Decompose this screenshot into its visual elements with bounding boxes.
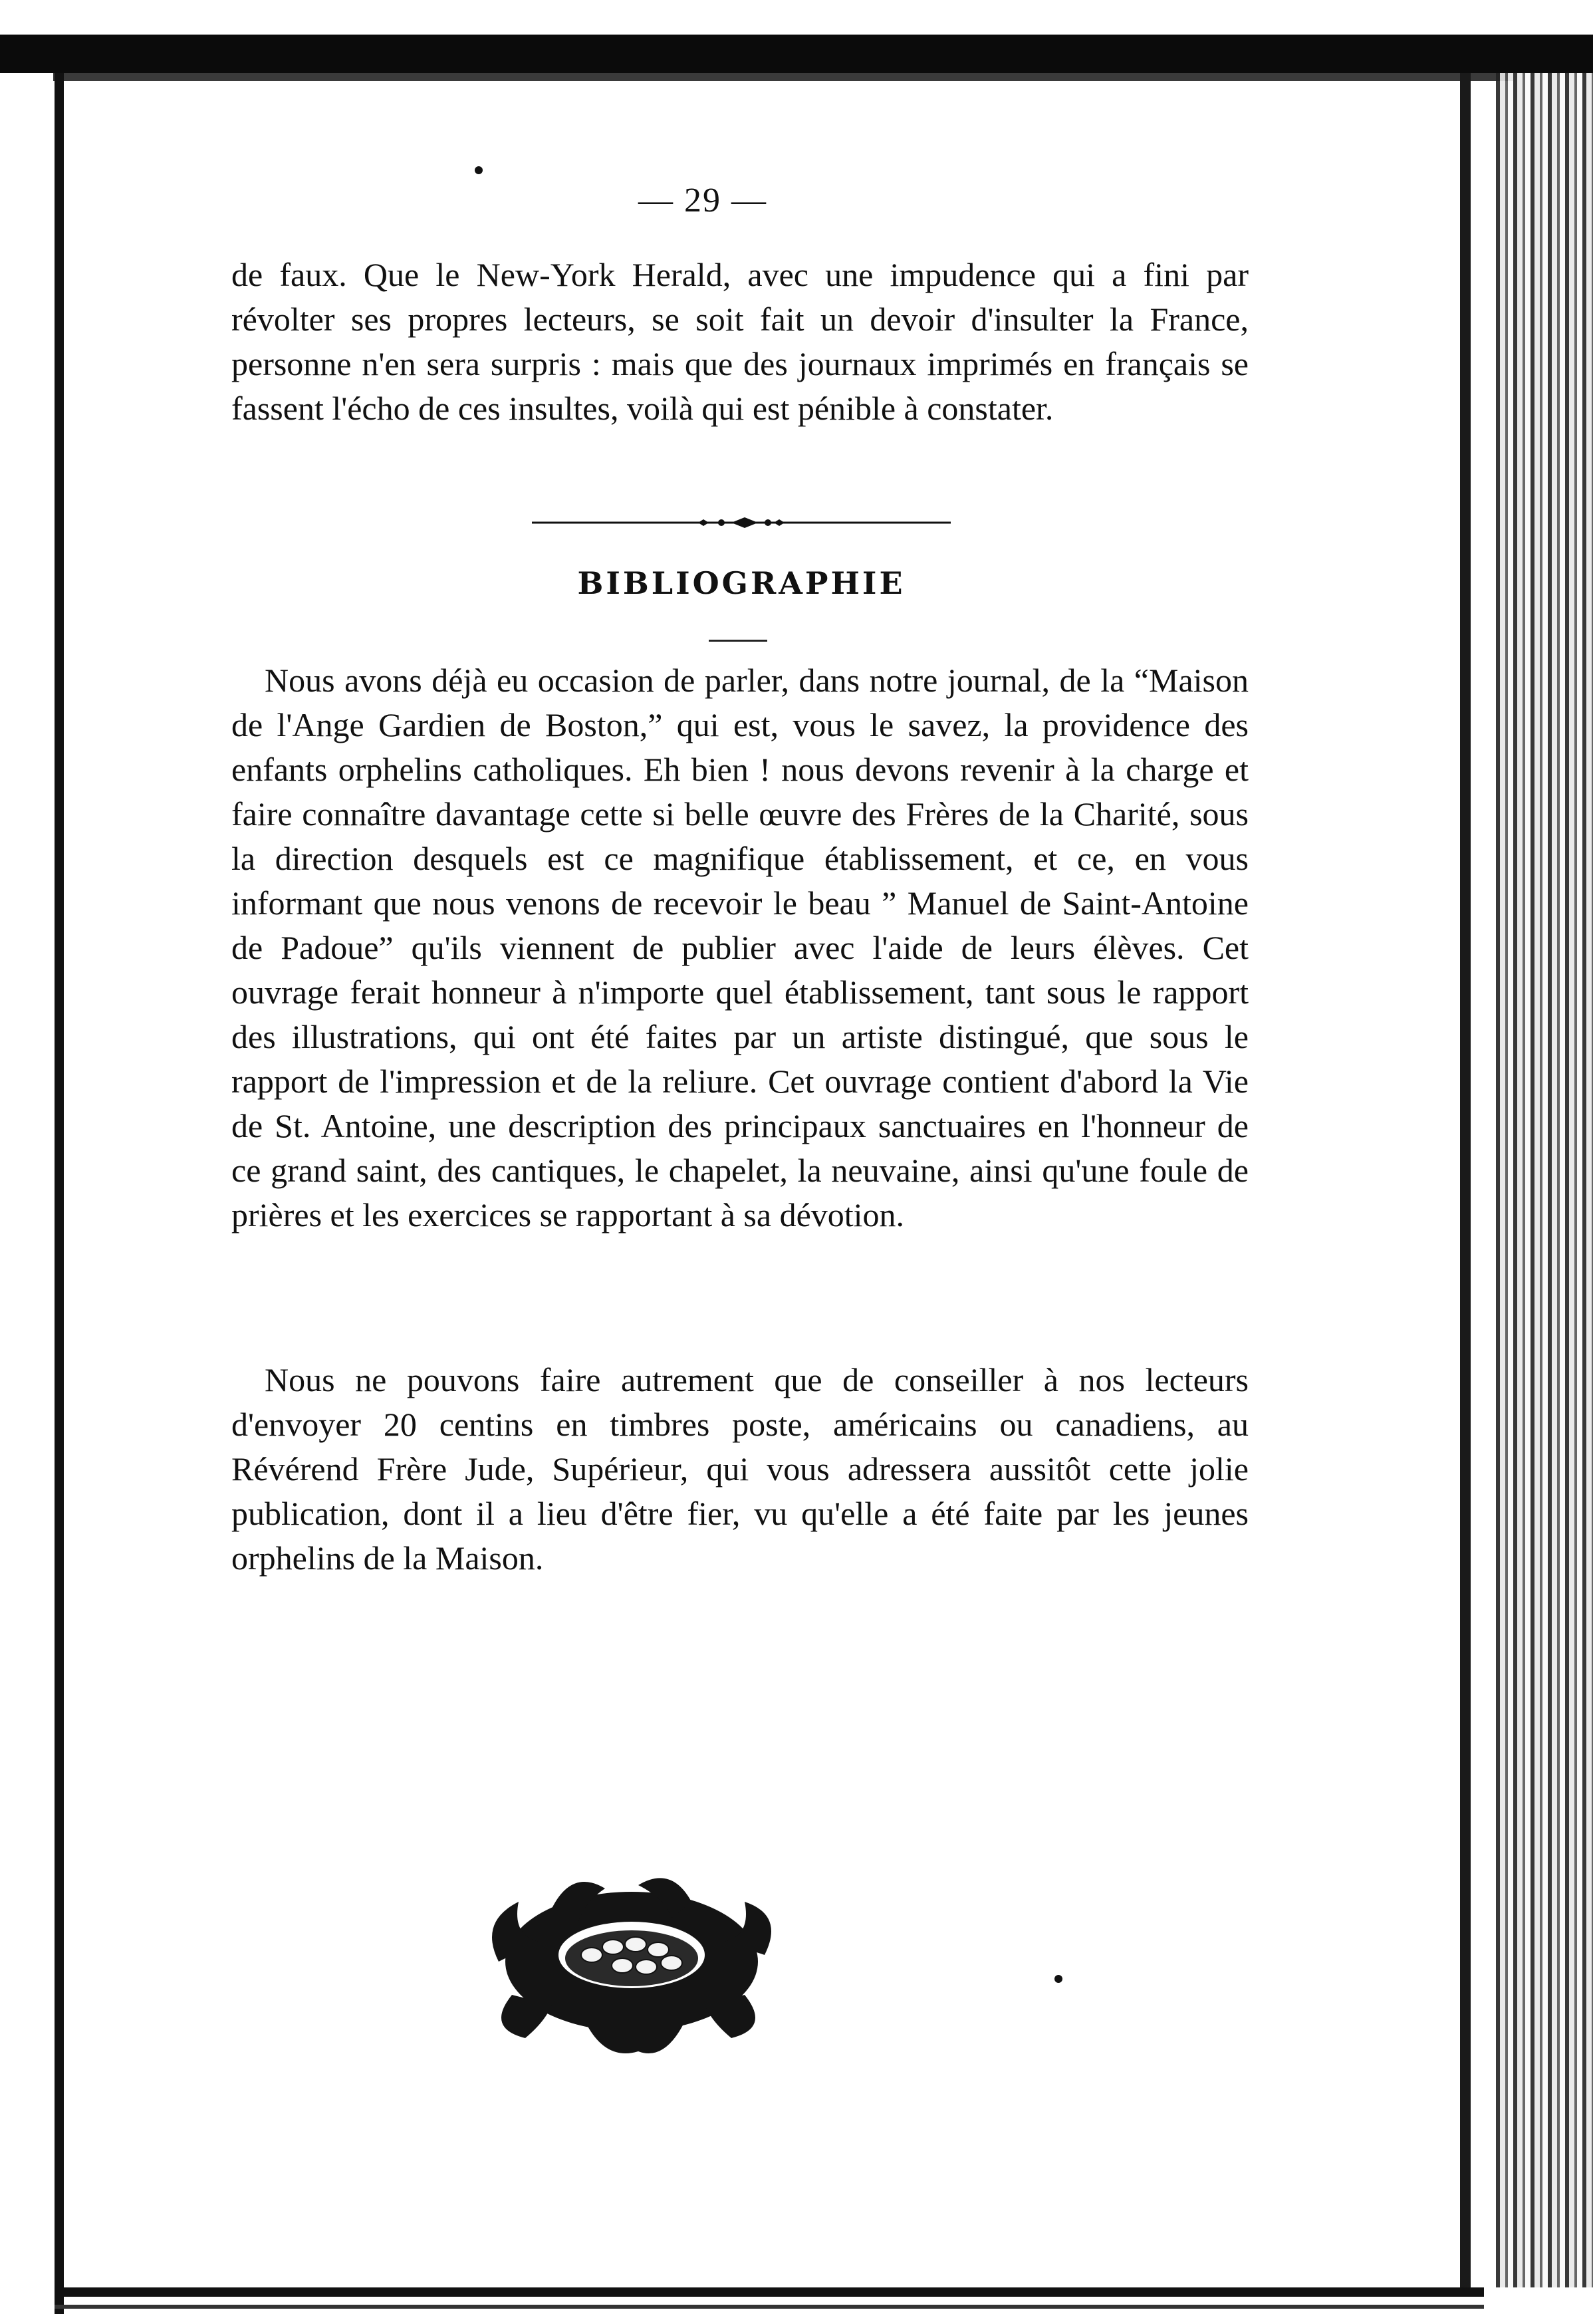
scan-border-bottom bbox=[55, 2287, 1484, 2297]
speck bbox=[475, 166, 483, 174]
paragraph-intro: de faux. Que le New-York Herald, avec une impudence qui a fini par révolter ses propres lecteurs, se soit fait un devoir d'insulter la France, personne n'en sera surpris : mais que des journaux imprimés en français se fassent l'écho de ces insultes, voilà qui est pénible à constater. bbox=[231, 256, 1249, 427]
scan-border-top bbox=[0, 35, 1593, 73]
bird-nest-vignette bbox=[472, 1862, 791, 2061]
scan-border-right bbox=[1460, 73, 1471, 2287]
scan-border-top-inner bbox=[53, 73, 1513, 81]
paragraph-bibliography: Nous avons déjà eu occasion de parler, dans notre journal, de la “Maison de l'Ange Gardien de Boston,” qui est, vous le savez, la providence des enfants orphelins catholiques. Eh bien ! nous devons revenir à la charge et faire connaître davantage cette si belle œuvre des Frères de la Charité, sous la direction desquels est ce magnifique établissement, et ce, en vous informant que nous venons de recevoir le beau ” Manuel de Saint-Antoine de Padoue” qu'ils viennent de publier avec l'aide de leurs élèves. Cet ouvrage ferait honneur à n'importe quel établissement, tant sous le rapport des illustrations, qui ont été faites par un artiste distingué, que sous le rapport de l'impression et de la reliure. Cet ouvrage contient d'abord la Vie de St. Antoine, une description des principaux sanctuaires en l'honneur de ce grand saint, des cantiques, le chapelet, la neuvaine, ainsi qu'une foule de prières et les exercices se rapportant à sa dévotion. bbox=[231, 662, 1249, 1233]
scan-border-bottom-inner bbox=[55, 2305, 1484, 2309]
ornamental-divider bbox=[532, 515, 951, 530]
section-heading: BIBLIOGRAPHIE bbox=[577, 565, 906, 601]
heading-rule bbox=[709, 640, 767, 642]
scan-border-left bbox=[55, 73, 64, 2314]
page-edge-stack bbox=[1496, 73, 1593, 2287]
page-number: — 29 — bbox=[638, 182, 767, 219]
speck bbox=[1054, 1975, 1062, 1983]
paragraph-advice: Nous ne pouvons faire autrement que de conseiller à nos lecteurs d'envoyer 20 centins en timbres poste, américains ou canadiens, au Révérend Frère Jude, Supérieur, qui vous adressera aussitôt cette jolie publication, dont il a lieu d'être fier, vu qu'elle a été faite par les jeunes orphelins de la Maison. bbox=[231, 1361, 1249, 1577]
